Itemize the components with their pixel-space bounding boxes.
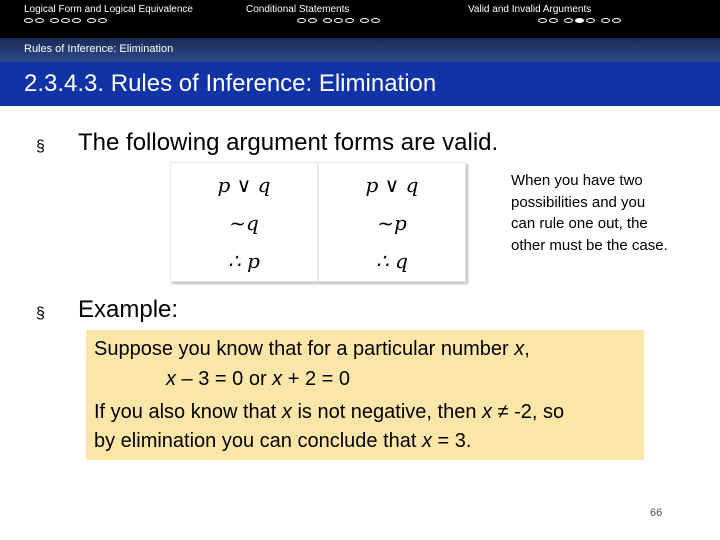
section-navigation-bar (0, 0, 720, 38)
premise-negation: ~q (229, 211, 259, 235)
nav-dots-valid-invalid (538, 18, 623, 23)
slide-title: 2.3.4.3. Rules of Inference: Elimination (24, 70, 437, 97)
nav-section-title[interactable]: Valid and Invalid Arguments (468, 4, 592, 15)
variable-x: x (272, 368, 283, 390)
bullet-marker: § (36, 305, 45, 322)
premise-negation: ~p (377, 211, 407, 235)
nav-dot[interactable] (371, 18, 380, 23)
bullet-text-example: Example: (78, 296, 179, 323)
example-equation (166, 368, 350, 391)
nav-dot[interactable] (87, 18, 96, 23)
nav-dot[interactable] (24, 18, 33, 23)
text: Suppose you know that for a particular number (94, 338, 515, 360)
text: is not negative, then (291, 401, 483, 423)
nav-dots-conditional (297, 18, 382, 23)
nav-dot[interactable] (308, 18, 317, 23)
variable-x: x (281, 401, 292, 423)
nav-dot[interactable] (345, 18, 354, 23)
nav-section-conditional[interactable] (246, 4, 349, 15)
variable-x: x (166, 368, 176, 390)
nav-dots-logical-form (24, 18, 109, 23)
text: by elimination you can conclude that (94, 430, 422, 452)
nav-section-title[interactable]: Conditional Statements (246, 4, 350, 15)
nav-dot[interactable] (601, 18, 610, 23)
variable-x: x (514, 338, 525, 360)
nav-dot[interactable] (549, 18, 558, 23)
nav-dot[interactable] (586, 18, 595, 23)
text: + 2 = 0 (282, 368, 351, 390)
nav-dot[interactable] (564, 18, 573, 23)
nav-section-logical-form[interactable] (24, 4, 193, 15)
nav-section-valid-invalid[interactable] (468, 4, 591, 15)
conclusion: ∴ p (228, 249, 260, 273)
text: , (524, 338, 530, 360)
example-line-4 (94, 430, 471, 453)
nav-dot[interactable] (61, 18, 70, 23)
slide-number: 66 (650, 507, 663, 519)
nav-dot[interactable] (334, 18, 343, 23)
text: ≠ -2, so (492, 401, 565, 423)
example-box (86, 330, 644, 460)
nav-dot[interactable] (50, 18, 59, 23)
bullet-marker: § (36, 138, 45, 155)
argument-form-box-2 (318, 162, 466, 282)
nav-dot[interactable] (72, 18, 81, 23)
variable-x: x (482, 401, 493, 423)
bullet-text-argument-forms: The following argument forms are valid. (78, 129, 499, 156)
conclusion: ∴ q (376, 249, 408, 273)
title-bar (0, 62, 720, 106)
elimination-explanation: When you have two possibilities and you can rule one out, the other must be the case. (511, 172, 668, 254)
subsection-label[interactable]: Rules of Inference: Elimination (24, 43, 174, 55)
text: – 3 = 0 or (176, 368, 273, 390)
text: If you also know that (94, 401, 282, 423)
nav-dot[interactable] (323, 18, 332, 23)
nav-dot-current[interactable] (575, 18, 584, 23)
text: = 3. (431, 430, 472, 452)
nav-dot[interactable] (612, 18, 621, 23)
nav-dot[interactable] (35, 18, 44, 23)
premise-disjunction: p ∨ q (365, 173, 419, 197)
argument-form-box-1 (170, 162, 318, 282)
nav-dot[interactable] (360, 18, 369, 23)
premise-disjunction: p ∨ q (217, 173, 271, 197)
example-line-1 (94, 338, 530, 361)
nav-dot[interactable] (297, 18, 306, 23)
example-line-3 (94, 401, 564, 424)
nav-dot[interactable] (538, 18, 547, 23)
subsection-bar (0, 38, 720, 62)
nav-section-title[interactable]: Logical Form and Logical Equivalence (24, 4, 193, 15)
nav-dot[interactable] (98, 18, 107, 23)
variable-x: x (421, 430, 432, 452)
